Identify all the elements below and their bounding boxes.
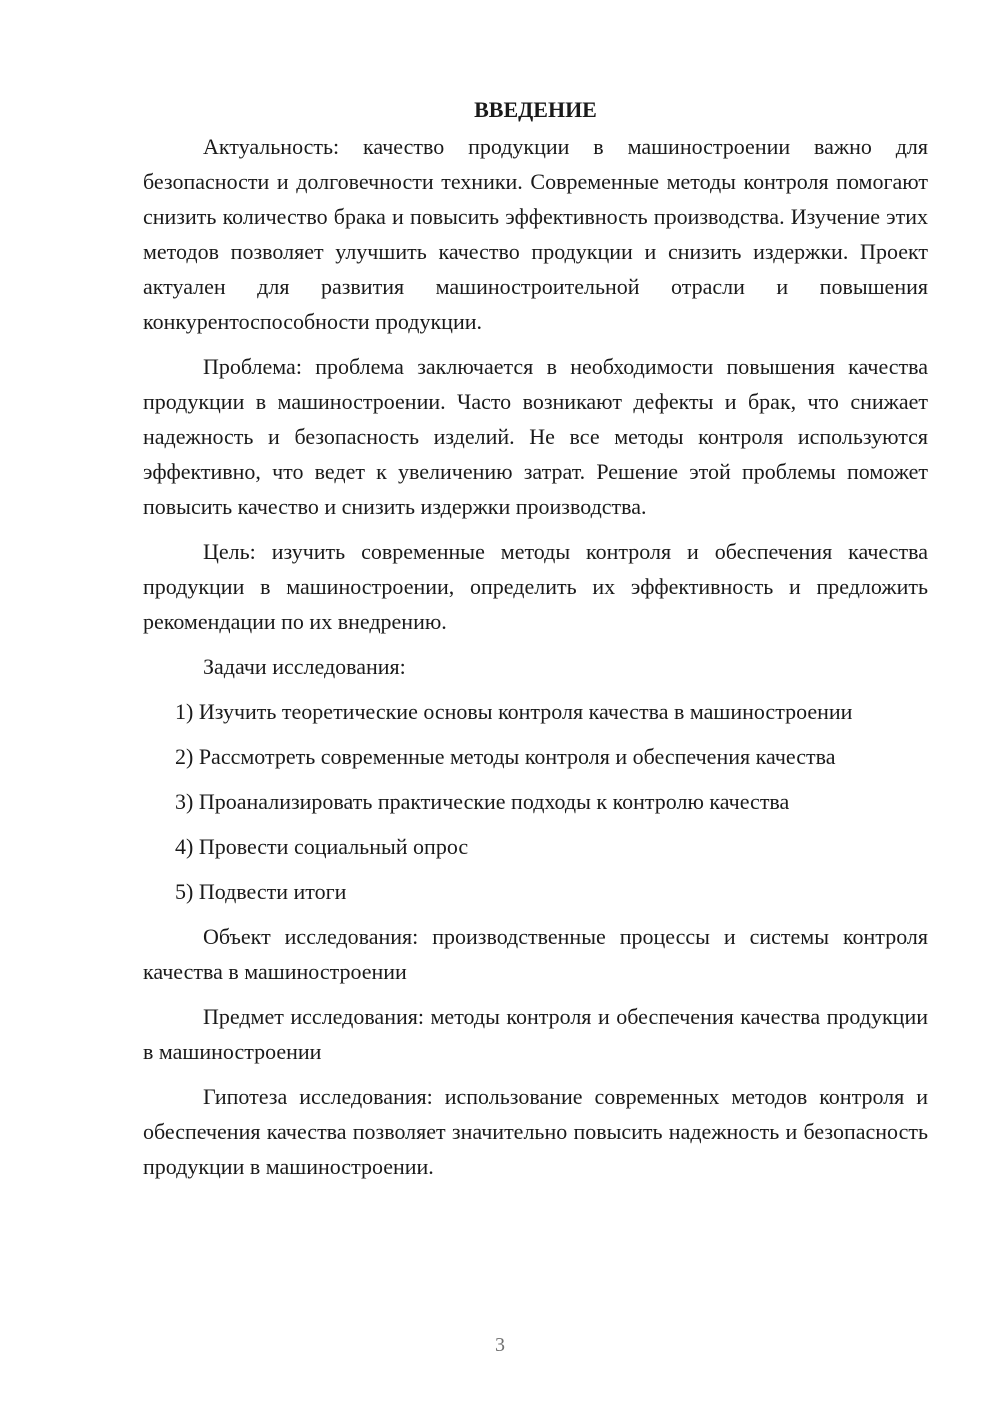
section-heading: ВВЕДЕНИЕ [474, 97, 597, 122]
task-item: 5) Подвести итоги [175, 879, 347, 904]
tasks-title: Задачи исследования: [203, 654, 406, 679]
object-paragraph: Объект исследования: производственные процессы и системы контроля качества в машиностроении [143, 924, 928, 984]
page-content [143, 92, 928, 1194]
goal-paragraph: Цель: изучить современные методы контроля и обеспечения качества продукции в машиностроении, определить их эффективность и предложить рекомендации по их внедрению. [143, 539, 928, 634]
task-item: 4) Провести социальный опрос [175, 834, 469, 859]
task-item: 1) Изучить теоретические основы контроля качества в машиностроении [175, 699, 853, 724]
subject-paragraph: Предмет исследования: методы контроля и обеспечения качества продукции в машиностроении [143, 1004, 928, 1064]
hypothesis-paragraph: Гипотеза исследования: использование современных методов контроля и обеспечения качества позволяет значительно повысить надежность и безопасность продукции в машиностроении. [143, 1084, 928, 1179]
page-number: 3 [495, 1334, 505, 1356]
problem-paragraph: Проблема: проблема заключается в необходимости повышения качества продукции в машиностроении. Часто возникают дефекты и брак, что снижает надежность и безопасность изделий. Не все методы контроля используются эффективно, что ведет к увеличению затрат. Решение этой проблемы поможет повысить качество и снизить издержки производства. [143, 354, 928, 519]
relevance-paragraph: Актуальность: качество продукции в машиностроении важно для безопасности и долговечности техники. Современные методы контроля помогают снизить количество брака и повысить эффективность производства. Изучение этих методов позволяет улучшить качество продукции и снизить издержки. Проект актуален для развития машиностроительной отрасли и повышения конкурентоспособности продукции. [143, 134, 928, 334]
task-item: 3) Проанализировать практические подходы к контролю качества [175, 789, 790, 814]
task-item: 2) Рассмотреть современные методы контроля и обеспечения качества [175, 744, 836, 769]
